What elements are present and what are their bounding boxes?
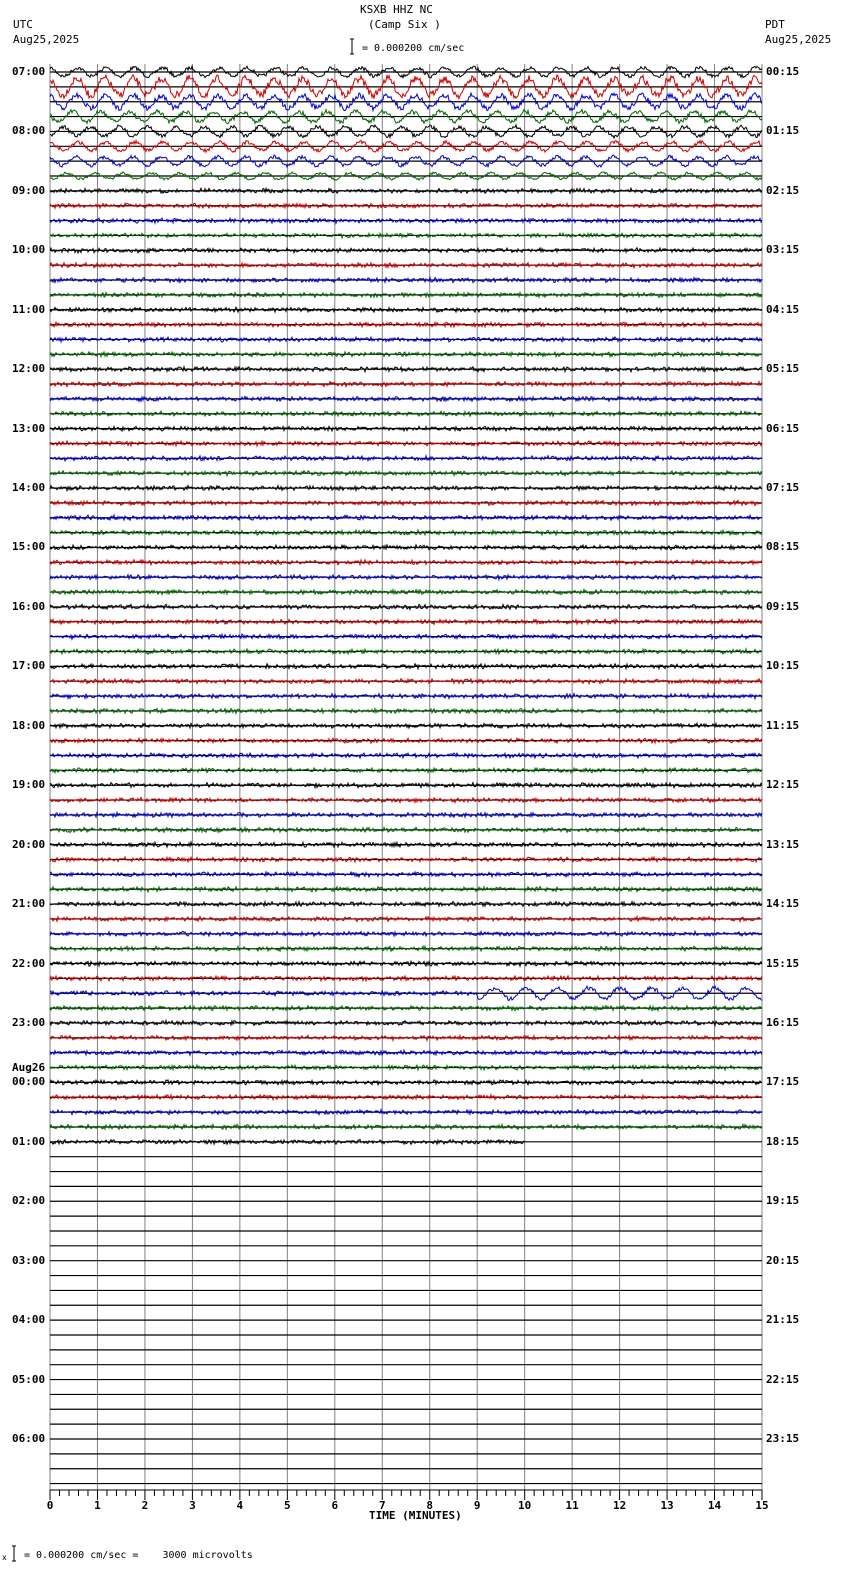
right-timezone: PDT [765,18,785,31]
pdt-hour-label: 20:15 [766,1253,800,1267]
station-title: KSXB HHZ NC [360,3,433,16]
pdt-hour-label: 14:15 [766,897,800,911]
x-tick-label: 11 [565,1499,579,1512]
pdt-hour-label: 00:15 [766,65,800,78]
pdt-hour-label: 16:15 [766,1015,800,1029]
pdt-hour-label: 12:15 [766,778,800,792]
utc-hour-label: 08:00 [12,124,46,138]
utc-hour-label: 21:00 [12,897,46,911]
utc-hour-label: 04:00 [12,1313,46,1327]
footer-scale-note: = 0.000200 cm/sec = 3000 microvolts [24,1550,253,1561]
x-tick-label: 14 [707,1499,722,1512]
utc-hour-label: 12:00 [12,362,46,376]
footer-prefix: x [2,1553,7,1562]
x-tick-label: 8 [426,1499,434,1512]
x-tick-label: 3 [189,1499,196,1512]
left-date: Aug25,2025 [13,33,80,46]
x-tick-label: 9 [473,1499,481,1512]
pdt-hour-label: 15:15 [766,956,800,970]
utc-hour-label: 10:00 [12,243,46,257]
pdt-hour-label: 07:15 [766,481,800,495]
pdt-hour-label: 13:15 [766,837,800,851]
utc-hour-label: 16:00 [12,599,46,613]
utc-hour-label: 11:00 [12,302,46,316]
x-tick-label: 7 [378,1499,386,1512]
x-tick-label: 13 [660,1499,674,1512]
x-tick-label: 12 [612,1499,627,1512]
utc-hour-label: 13:00 [12,421,46,435]
scale-label: = 0.000200 cm/sec [362,43,465,54]
pdt-hour-label: 08:15 [766,540,800,554]
pdt-hour-label: 21:15 [766,1313,800,1327]
pdt-hour-label: 11:15 [766,718,800,732]
utc-hour-label: 15:00 [12,540,46,554]
utc-hour-label: 07:00 [12,65,46,78]
utc-hour-label: 19:00 [12,778,46,792]
x-tick-label: 2 [141,1499,149,1512]
left-timezone: UTC [13,18,33,31]
pdt-hour-label: 02:15 [766,183,800,197]
pdt-hour-label: 19:15 [766,1194,800,1208]
utc-hour-label: 02:00 [12,1194,46,1208]
utc-hour-label: 09:00 [12,183,46,197]
utc-hour-label: 18:00 [12,718,46,732]
utc-date-label: Aug26 [12,1061,46,1075]
utc-hour-label: 20:00 [12,837,46,851]
footer-scale-bar-icon [9,1545,19,1563]
x-tick-label: 15 [755,1499,769,1512]
right-date: Aug25,2025 [765,33,832,46]
pdt-hour-label: 03:15 [766,243,800,257]
utc-hour-label: 03:00 [12,1253,46,1267]
pdt-hour-label: 09:15 [766,599,800,613]
station-location: (Camp Six ) [368,18,441,31]
pdt-hour-label: 01:15 [766,124,800,138]
pdt-hour-label: 17:15 [766,1075,800,1089]
utc-hour-label: 17:00 [12,659,46,673]
x-tick-label: 10 [518,1499,532,1512]
x-axis-title: TIME (MINUTES) [369,1509,462,1522]
x-tick-label: 0 [46,1499,54,1512]
pdt-hour-label: 23:15 [766,1432,800,1445]
utc-hour-label: 14:00 [12,481,46,495]
pdt-hour-label: 18:15 [766,1134,800,1148]
pdt-hour-label: 06:15 [766,421,800,435]
x-tick-label: 4 [236,1499,244,1512]
pdt-hour-label: 22:15 [766,1372,800,1386]
utc-hour-label: 22:00 [12,956,46,970]
pdt-hour-label: 05:15 [766,362,800,376]
pdt-hour-label: 04:15 [766,302,800,316]
utc-hour-label: 05:00 [12,1372,46,1386]
utc-hour-label: 06:00 [12,1432,46,1445]
x-tick-label: 6 [331,1499,339,1512]
utc-hour-label: 00:00 [12,1075,46,1089]
pdt-hour-label: 10:15 [766,659,800,673]
x-tick-label: 5 [284,1499,291,1512]
utc-hour-label: 23:00 [12,1015,46,1029]
x-tick-label: 1 [94,1499,101,1512]
utc-hour-label: 01:00 [12,1134,46,1148]
